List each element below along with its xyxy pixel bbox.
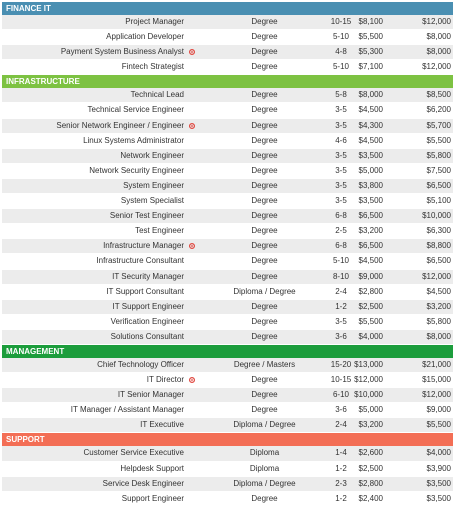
salary-min: $4,000 [358, 331, 383, 341]
salary-max: $12,000 [422, 62, 451, 72]
job-title: Support Engineer [121, 493, 184, 503]
table-row [2, 330, 453, 345]
section-header: MANAGEMENT [2, 345, 453, 358]
table-row [2, 164, 453, 179]
salary-max: $4,000 [426, 448, 451, 458]
qualification: Degree [251, 196, 278, 206]
table-row [2, 462, 453, 477]
table-row [2, 103, 453, 118]
salary-max: $12,000 [422, 390, 451, 400]
qualification: Degree [251, 32, 278, 42]
salary-min: $2,500 [358, 301, 383, 311]
salary-max: $12,000 [422, 17, 451, 26]
job-title: Senior Network Engineer / Engineer [56, 120, 184, 130]
experience-years: 3-6 [335, 405, 347, 415]
salary-max: $6,500 [426, 256, 451, 266]
hot-job-icon [189, 123, 195, 129]
job-title: Application Developer [106, 32, 184, 42]
salary-min: $4,500 [358, 256, 383, 266]
experience-years: 5-10 [332, 256, 349, 266]
job-title: Chief Technology Officer [97, 359, 184, 369]
job-title: System Engineer [123, 180, 184, 190]
qualification: Degree [251, 120, 278, 130]
table-row [2, 60, 453, 75]
section-header: SUPPORT [2, 433, 453, 446]
table-row [2, 403, 453, 418]
salary-min: $5,500 [358, 316, 383, 326]
salary-min: $2,500 [358, 463, 383, 473]
table-row [2, 45, 453, 60]
job-title: Network Engineer [120, 150, 184, 160]
salary-min: $2,600 [358, 448, 383, 458]
salary-max: $6,500 [426, 180, 451, 190]
salary-max: $8,500 [426, 90, 451, 100]
table-row [2, 358, 453, 373]
salary-min: $9,000 [358, 271, 383, 281]
salary-max: $8,000 [426, 47, 451, 57]
salary-max: $3,500 [426, 493, 451, 503]
experience-years: 4-6 [335, 135, 347, 145]
experience-years: 2-5 [335, 226, 347, 236]
experience-years: 2-3 [335, 478, 347, 488]
job-title: Solutions Consultant [110, 331, 184, 341]
salary-min: $4,300 [358, 120, 383, 130]
qualification: Degree [251, 375, 278, 385]
salary-max: $10,000 [422, 211, 451, 221]
experience-years: 3-5 [335, 105, 347, 115]
job-title: Project Manager [125, 17, 184, 26]
salary-min: $3,800 [358, 180, 383, 190]
table-row [2, 30, 453, 45]
salary-min: $8,100 [358, 17, 383, 26]
salary-max: $12,000 [422, 271, 451, 281]
salary-max: $9,000 [426, 405, 451, 415]
experience-years: 1-2 [335, 493, 347, 503]
experience-years: 6-10 [332, 390, 349, 400]
experience-years: 2-4 [335, 420, 347, 430]
job-title: Fintech Strategist [121, 62, 184, 72]
job-title: Infrastructure Manager [103, 241, 184, 251]
salary-table [2, 2, 453, 507]
salary-max: $5,800 [426, 150, 451, 160]
experience-years: 8-10 [332, 271, 349, 281]
experience-years: 3-5 [335, 180, 347, 190]
qualification: Degree [251, 316, 278, 326]
experience-years: 1-2 [335, 463, 347, 473]
table-row [2, 492, 453, 507]
salary-min: $3,500 [358, 196, 383, 206]
salary-min: $10,000 [354, 390, 383, 400]
salary-min: $5,000 [358, 405, 383, 415]
job-title: IT Support Consultant [106, 286, 184, 296]
table-row [2, 15, 453, 30]
job-title: Infrastructure Consultant [96, 256, 184, 266]
qualification: Degree [251, 211, 278, 221]
table-row [2, 446, 453, 461]
job-title: Technical Service Engineer [87, 105, 184, 115]
experience-years: 3-6 [335, 331, 347, 341]
qualification: Degree [251, 150, 278, 160]
table-row [2, 373, 453, 388]
qualification: Degree [251, 17, 278, 26]
job-title: Senior Test Engineer [109, 211, 184, 221]
salary-min: $5,500 [358, 32, 383, 42]
experience-years: 5-10 [332, 32, 349, 42]
table-row [2, 209, 453, 224]
table-row [2, 119, 453, 134]
table-row [2, 418, 453, 433]
job-title: IT Manager / Assistant Manager [70, 405, 184, 415]
table-row [2, 477, 453, 492]
job-title: Test Engineer [135, 226, 184, 236]
job-title: IT Security Manager [112, 271, 184, 281]
salary-min: $8,000 [358, 90, 383, 100]
table-row [2, 194, 453, 209]
job-title: Customer Service Executive [83, 448, 184, 458]
salary-min: $3,200 [358, 226, 383, 236]
experience-years: 3-5 [335, 196, 347, 206]
salary-min: $3,500 [358, 150, 383, 160]
job-title: IT Executive [140, 420, 184, 430]
experience-years: 5-8 [335, 90, 347, 100]
salary-max: $8,000 [426, 331, 451, 341]
table-row [2, 315, 453, 330]
salary-min: $5,300 [358, 47, 383, 57]
qualification: Diploma / Degree [233, 478, 296, 488]
qualification: Diploma / Degree [233, 286, 296, 296]
qualification: Degree [251, 493, 278, 503]
experience-years: 6-8 [335, 241, 347, 251]
table-row [2, 224, 453, 239]
qualification: Degree [251, 405, 278, 415]
table-row [2, 270, 453, 285]
qualification: Degree [251, 180, 278, 190]
job-title: Linux Systems Administrator [83, 135, 184, 145]
qualification: Diploma [249, 463, 280, 473]
experience-years: 15-20 [330, 359, 352, 369]
salary-max: $3,900 [426, 463, 451, 473]
qualification: Diploma [249, 448, 280, 458]
salary-min: $4,500 [358, 135, 383, 145]
job-title: Verification Engineer [110, 316, 184, 326]
job-title: Technical Lead [130, 90, 184, 100]
experience-years: 1-4 [335, 448, 347, 458]
section-header: FINANCE IT [2, 2, 453, 15]
table-row [2, 149, 453, 164]
qualification: Degree [251, 271, 278, 281]
experience-years: 3-5 [335, 165, 347, 175]
job-title: IT Director [146, 375, 184, 385]
salary-max: $21,000 [422, 359, 451, 369]
qualification: Degree [251, 105, 278, 115]
salary-min: $13,000 [354, 359, 383, 369]
experience-years: 4-8 [335, 47, 347, 57]
job-title: System Specialist [120, 196, 184, 206]
qualification: Degree [251, 62, 278, 72]
table-row [2, 239, 453, 254]
qualification: Degree [251, 47, 278, 57]
section-header: INFRASTRUCTURE [2, 75, 453, 88]
experience-years: 2-4 [335, 286, 347, 296]
salary-max: $6,300 [426, 226, 451, 236]
qualification: Degree [251, 390, 278, 400]
job-title: Network Security Engineer [89, 165, 184, 175]
experience-years: 3-5 [335, 120, 347, 130]
qualification: Degree [251, 256, 278, 266]
experience-years: 3-5 [335, 150, 347, 160]
salary-max: $15,000 [422, 375, 451, 385]
table-row [2, 285, 453, 300]
salary-max: $5,500 [426, 420, 451, 430]
experience-years: 10-15 [330, 375, 352, 385]
salary-max: $3,500 [426, 478, 451, 488]
salary-min: $6,500 [358, 241, 383, 251]
job-title: Helpdesk Support [120, 463, 184, 473]
job-title: Payment System Business Analyst [60, 47, 184, 57]
job-title: IT Senior Manager [117, 390, 184, 400]
table-row [2, 179, 453, 194]
salary-min: $3,200 [358, 420, 383, 430]
qualification: Degree [251, 226, 278, 236]
experience-years: 10-15 [330, 17, 352, 26]
salary-min: $4,500 [358, 105, 383, 115]
salary-max: $8,800 [426, 241, 451, 251]
experience-years: 6-8 [335, 211, 347, 221]
hot-job-icon [189, 243, 195, 249]
table-row [2, 388, 453, 403]
job-title: Service Desk Engineer [102, 478, 184, 488]
experience-years: 5-10 [332, 62, 349, 72]
salary-min: $2,400 [358, 493, 383, 503]
experience-years: 1-2 [335, 301, 347, 311]
job-title: IT Support Engineer [112, 301, 184, 311]
salary-max: $5,100 [426, 196, 451, 206]
table-row [2, 88, 453, 103]
experience-years: 3-5 [335, 316, 347, 326]
qualification: Degree [251, 301, 278, 311]
table-row [2, 134, 453, 149]
salary-min: $12,000 [354, 375, 383, 385]
hot-job-icon [189, 49, 195, 55]
salary-max: $7,500 [426, 165, 451, 175]
salary-min: $5,000 [358, 165, 383, 175]
qualification: Degree / Masters [233, 359, 296, 369]
qualification: Degree [251, 135, 278, 145]
salary-max: $5,500 [426, 135, 451, 145]
qualification: Degree [251, 331, 278, 341]
salary-min: $7,100 [358, 62, 383, 72]
salary-max: $5,700 [426, 120, 451, 130]
table-row [2, 254, 453, 269]
qualification: Degree [251, 165, 278, 175]
salary-max: $4,500 [426, 286, 451, 296]
salary-max: $6,200 [426, 105, 451, 115]
table-row [2, 300, 453, 315]
hot-job-icon [189, 377, 195, 383]
salary-min: $2,800 [358, 286, 383, 296]
salary-min: $6,500 [358, 211, 383, 221]
qualification: Degree [251, 90, 278, 100]
salary-max: $5,800 [426, 316, 451, 326]
salary-max: $3,200 [426, 301, 451, 311]
salary-max: $8,000 [426, 32, 451, 42]
qualification: Degree [251, 241, 278, 251]
salary-min: $2,800 [358, 478, 383, 488]
qualification: Diploma / Degree [233, 420, 296, 430]
